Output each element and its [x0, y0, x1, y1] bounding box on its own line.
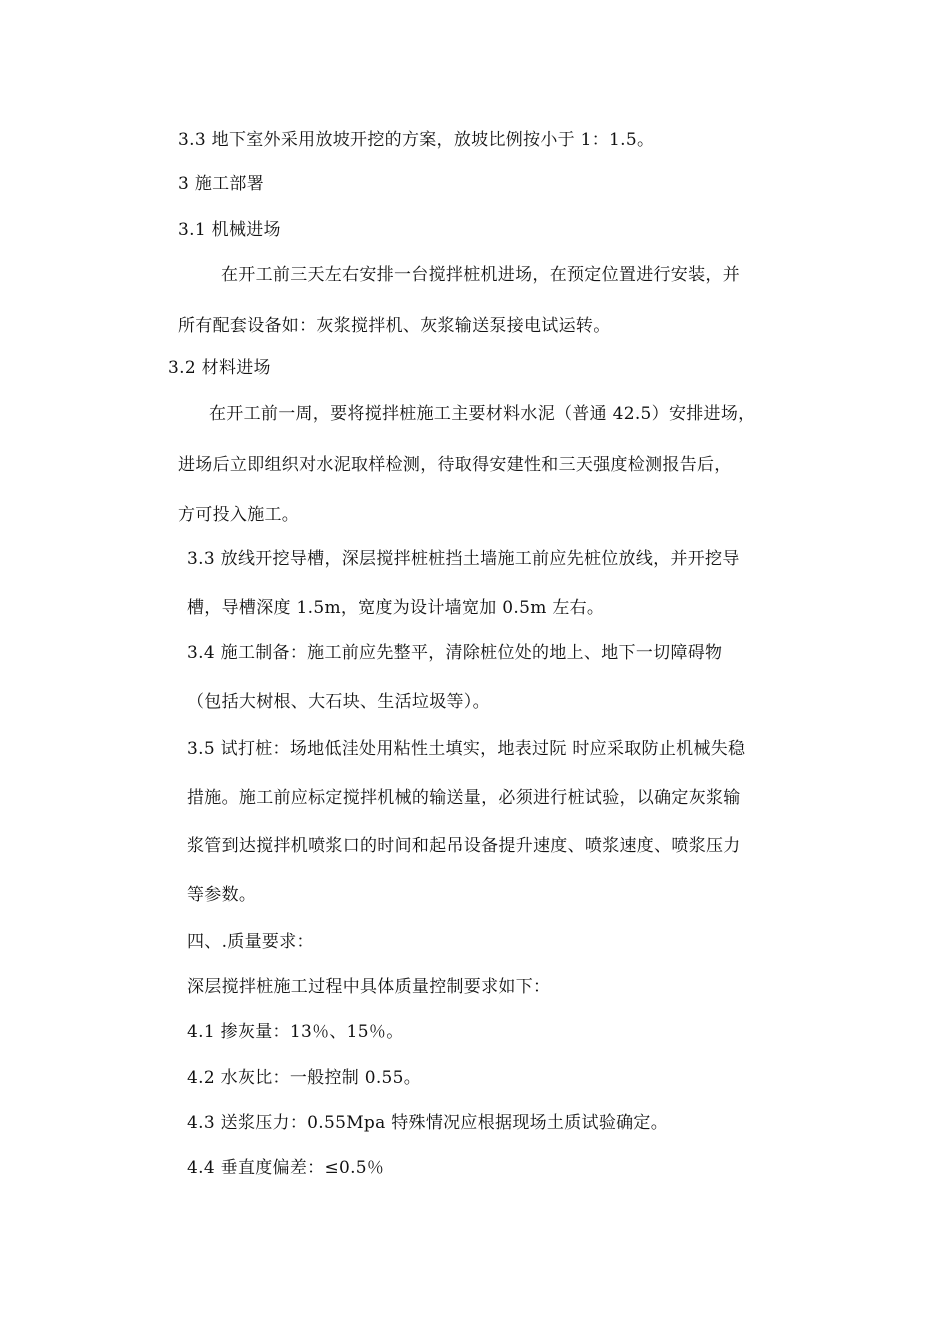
list-item: 4.2 水灰比：一般控制 0.55。 — [187, 1068, 422, 1088]
paragraph-line: 深层搅拌桩施工过程中具体质量控制要求如下： — [187, 977, 551, 997]
list-item: 4.3 送浆压力：0.55Mpa 特殊情况应根据现场土质试验确定。 — [187, 1113, 669, 1133]
subsection-heading: 3.1 机械进场 — [178, 220, 281, 240]
paragraph-line: 方可投入施工。 — [178, 505, 300, 525]
paragraph-line: 3.5 试打桩：场地低洼处用粘性土填实，地表过阮 时应采取防止机械失稳 — [187, 739, 746, 759]
paragraph-line: 在开工前三天左右安排一台搅拌桩机进场，在预定位置进行安装，并 — [221, 265, 740, 285]
paragraph-line: 等参数。 — [187, 885, 257, 905]
paragraph-line: 在开工前一周，要将搅拌桩施工主要材料水泥（普通 42.5）安排进场， — [209, 404, 756, 424]
paragraph-line: 所有配套设备如：灰浆搅拌机、灰浆输送泵接电试运转。 — [178, 316, 611, 336]
paragraph-line: （包括大树根、大石块、生活垃圾等）。 — [187, 692, 490, 712]
paragraph-line: 3.4 施工制备：施工前应先整平，清除桩位处的地上、地下一切障碍物 — [187, 643, 723, 663]
paragraph-line: 措施。施工前应标定搅拌机械的输送量，必须进行桩试验，以确定灰浆输 — [187, 788, 741, 808]
section-heading: 3 施工部署 — [178, 174, 265, 194]
list-item: 4.1 掺灰量：13％、15％。 — [187, 1022, 404, 1042]
list-item: 4.4 垂直度偏差：≤0.5％ — [187, 1158, 385, 1178]
paragraph-line: 3.3 地下室外采用放坡开挖的方案，放坡比例按小于 1：1.5。 — [178, 130, 655, 150]
paragraph-line: 3.3 放线开挖导槽，深层搅拌桩桩挡土墙施工前应先桩位放线，并开挖导 — [187, 549, 740, 569]
subsection-heading: 3.2 材料进场 — [168, 358, 271, 378]
paragraph-line: 槽，导槽深度 1.5m，宽度为设计墙宽加 0.5m 左右。 — [187, 598, 605, 618]
paragraph-line: 进场后立即组织对水泥取样检测，待取得安建性和三天强度检测报告后， — [178, 455, 732, 475]
paragraph-line: 浆管到达搅拌机喷浆口的时间和起吊设备提升速度、喷浆速度、喷浆压力 — [187, 836, 741, 856]
section-heading: 四、.质量要求： — [187, 932, 314, 952]
